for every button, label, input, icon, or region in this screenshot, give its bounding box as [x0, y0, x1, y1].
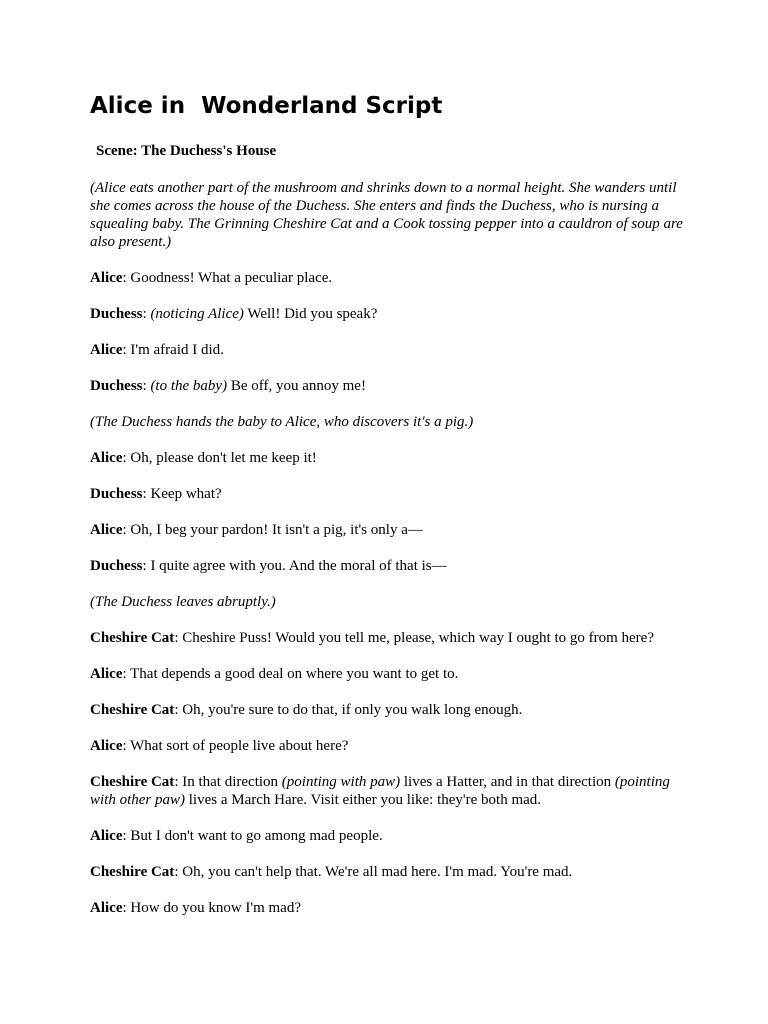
speaker-name: Alice: [90, 270, 123, 286]
dialogue-text: But I don't want to go among mad people.: [130, 828, 383, 844]
dialogue-text: lives a Hatter, and in that direction: [400, 774, 615, 790]
dialogue-line: Cheshire Cat: Cheshire Puss! Would you tell me, please, which way I ought to go from here?: [90, 630, 654, 646]
dialogue-line: Alice: That depends a good deal on where you want to get to.: [90, 666, 459, 682]
dialogue-text: Be off, you annoy me!: [227, 378, 366, 394]
speaker-name: Duchess: [90, 378, 143, 394]
script-body: [90, 179, 690, 917]
inline-stage-direction: (noticing Alice): [150, 306, 244, 322]
stage-direction: (The Duchess leaves abruptly.): [90, 594, 276, 610]
dialogue-text: lives a March Hare. Visit either you like: they're both mad.: [185, 792, 542, 808]
dialogue-text: Oh, you can't help that. We're all mad here. I'm mad. You're mad.: [182, 864, 573, 880]
dialogue-line: Duchess: (noticing Alice) Well! Did you speak?: [90, 306, 378, 322]
dialogue-text: Goodness! What a peculiar place.: [130, 270, 333, 286]
dialogue-text: That depends a good deal on where you want to get to.: [130, 666, 459, 682]
dialogue-line: Alice: But I don't want to go among mad people.: [90, 828, 383, 844]
stage-direction: (Alice eats another part of the mushroom and shrinks down to a normal height. She wanders until she comes across the house of the Duchess. She enters and finds the Duchess, who is nursing a squealing baby. The Grinning Cheshire Cat and a Cook tossing pepper into a cauldron of soup are also present.): [90, 180, 683, 250]
dialogue-line: Alice: Oh, I beg your pardon! It isn't a pig, it's only a—: [90, 522, 423, 538]
speaker-name: Alice: [90, 522, 123, 538]
document-page: [90, 91, 690, 917]
speaker-name: Duchess: [90, 486, 143, 502]
scene-heading: Scene: The Duchess's House: [96, 143, 277, 159]
speaker-name: Cheshire Cat: [90, 702, 175, 718]
dialogue-text: Oh, you're sure to do that, if only you walk long enough.: [182, 702, 523, 718]
dialogue-text: Keep what?: [150, 486, 222, 502]
dialogue-text: In that direction: [182, 774, 282, 790]
dialogue-line: Cheshire Cat: Oh, you're sure to do that, if only you walk long enough.: [90, 702, 523, 718]
inline-stage-direction: (pointing with paw): [281, 774, 401, 790]
dialogue-text: Oh, please don't let me keep it!: [130, 450, 317, 466]
speaker-name: Alice: [90, 900, 123, 916]
speaker-name: Alice: [90, 450, 123, 466]
speaker-name: Alice: [90, 666, 123, 682]
speaker-name: Alice: [90, 828, 123, 844]
dialogue-line: Duchess: I quite agree with you. And the moral of that is—: [90, 558, 447, 574]
dialogue-text: How do you know I'm mad?: [130, 900, 302, 916]
dialogue-text: Oh, I beg your pardon! It isn't a pig, it's only a—: [130, 522, 423, 538]
dialogue-text: What sort of people live about here?: [130, 738, 349, 754]
dialogue-line: Duchess: (to the baby) Be off, you annoy me!: [90, 378, 366, 394]
inline-stage-direction: (pointing with other paw): [90, 774, 670, 808]
dialogue-text: Cheshire Puss! Would you tell me, please, which way I ought to go from here?: [182, 630, 654, 646]
dialogue-line: Alice: Goodness! What a peculiar place.: [90, 270, 333, 286]
dialogue-text: I quite agree with you. And the moral of that is—: [150, 558, 447, 574]
dialogue-text: Well! Did you speak?: [243, 306, 378, 322]
speaker-name: Alice: [90, 342, 123, 358]
speaker-name: Cheshire Cat: [90, 774, 175, 790]
document-title: Alice in Wonderland Script: [90, 93, 443, 119]
dialogue-line: Alice: Oh, please don't let me keep it!: [90, 450, 317, 466]
dialogue-line: Alice: How do you know I'm mad?: [90, 900, 302, 916]
speaker-name: Duchess: [90, 558, 143, 574]
speaker-name: Cheshire Cat: [90, 864, 175, 880]
dialogue-line: Alice: I'm afraid I did.: [90, 342, 224, 358]
dialogue-line: Cheshire Cat: Oh, you can't help that. We're all mad here. I'm mad. You're mad.: [90, 864, 573, 880]
dialogue-line: Cheshire Cat: In that direction (pointing with paw) lives a Hatter, and in that direction (pointing with other paw) lives a March Hare. Visit either you like: they're both mad.: [90, 774, 670, 808]
inline-stage-direction: (to the baby): [150, 378, 228, 394]
dialogue-line: Alice: What sort of people live about here?: [90, 738, 349, 754]
stage-direction: (The Duchess hands the baby to Alice, who discovers it's a pig.): [90, 414, 474, 430]
speaker-name: Alice: [90, 738, 123, 754]
speaker-name: Cheshire Cat: [90, 630, 175, 646]
speaker-name: Duchess: [90, 306, 143, 322]
dialogue-text: I'm afraid I did.: [130, 342, 224, 358]
dialogue-line: Duchess: Keep what?: [90, 486, 222, 502]
